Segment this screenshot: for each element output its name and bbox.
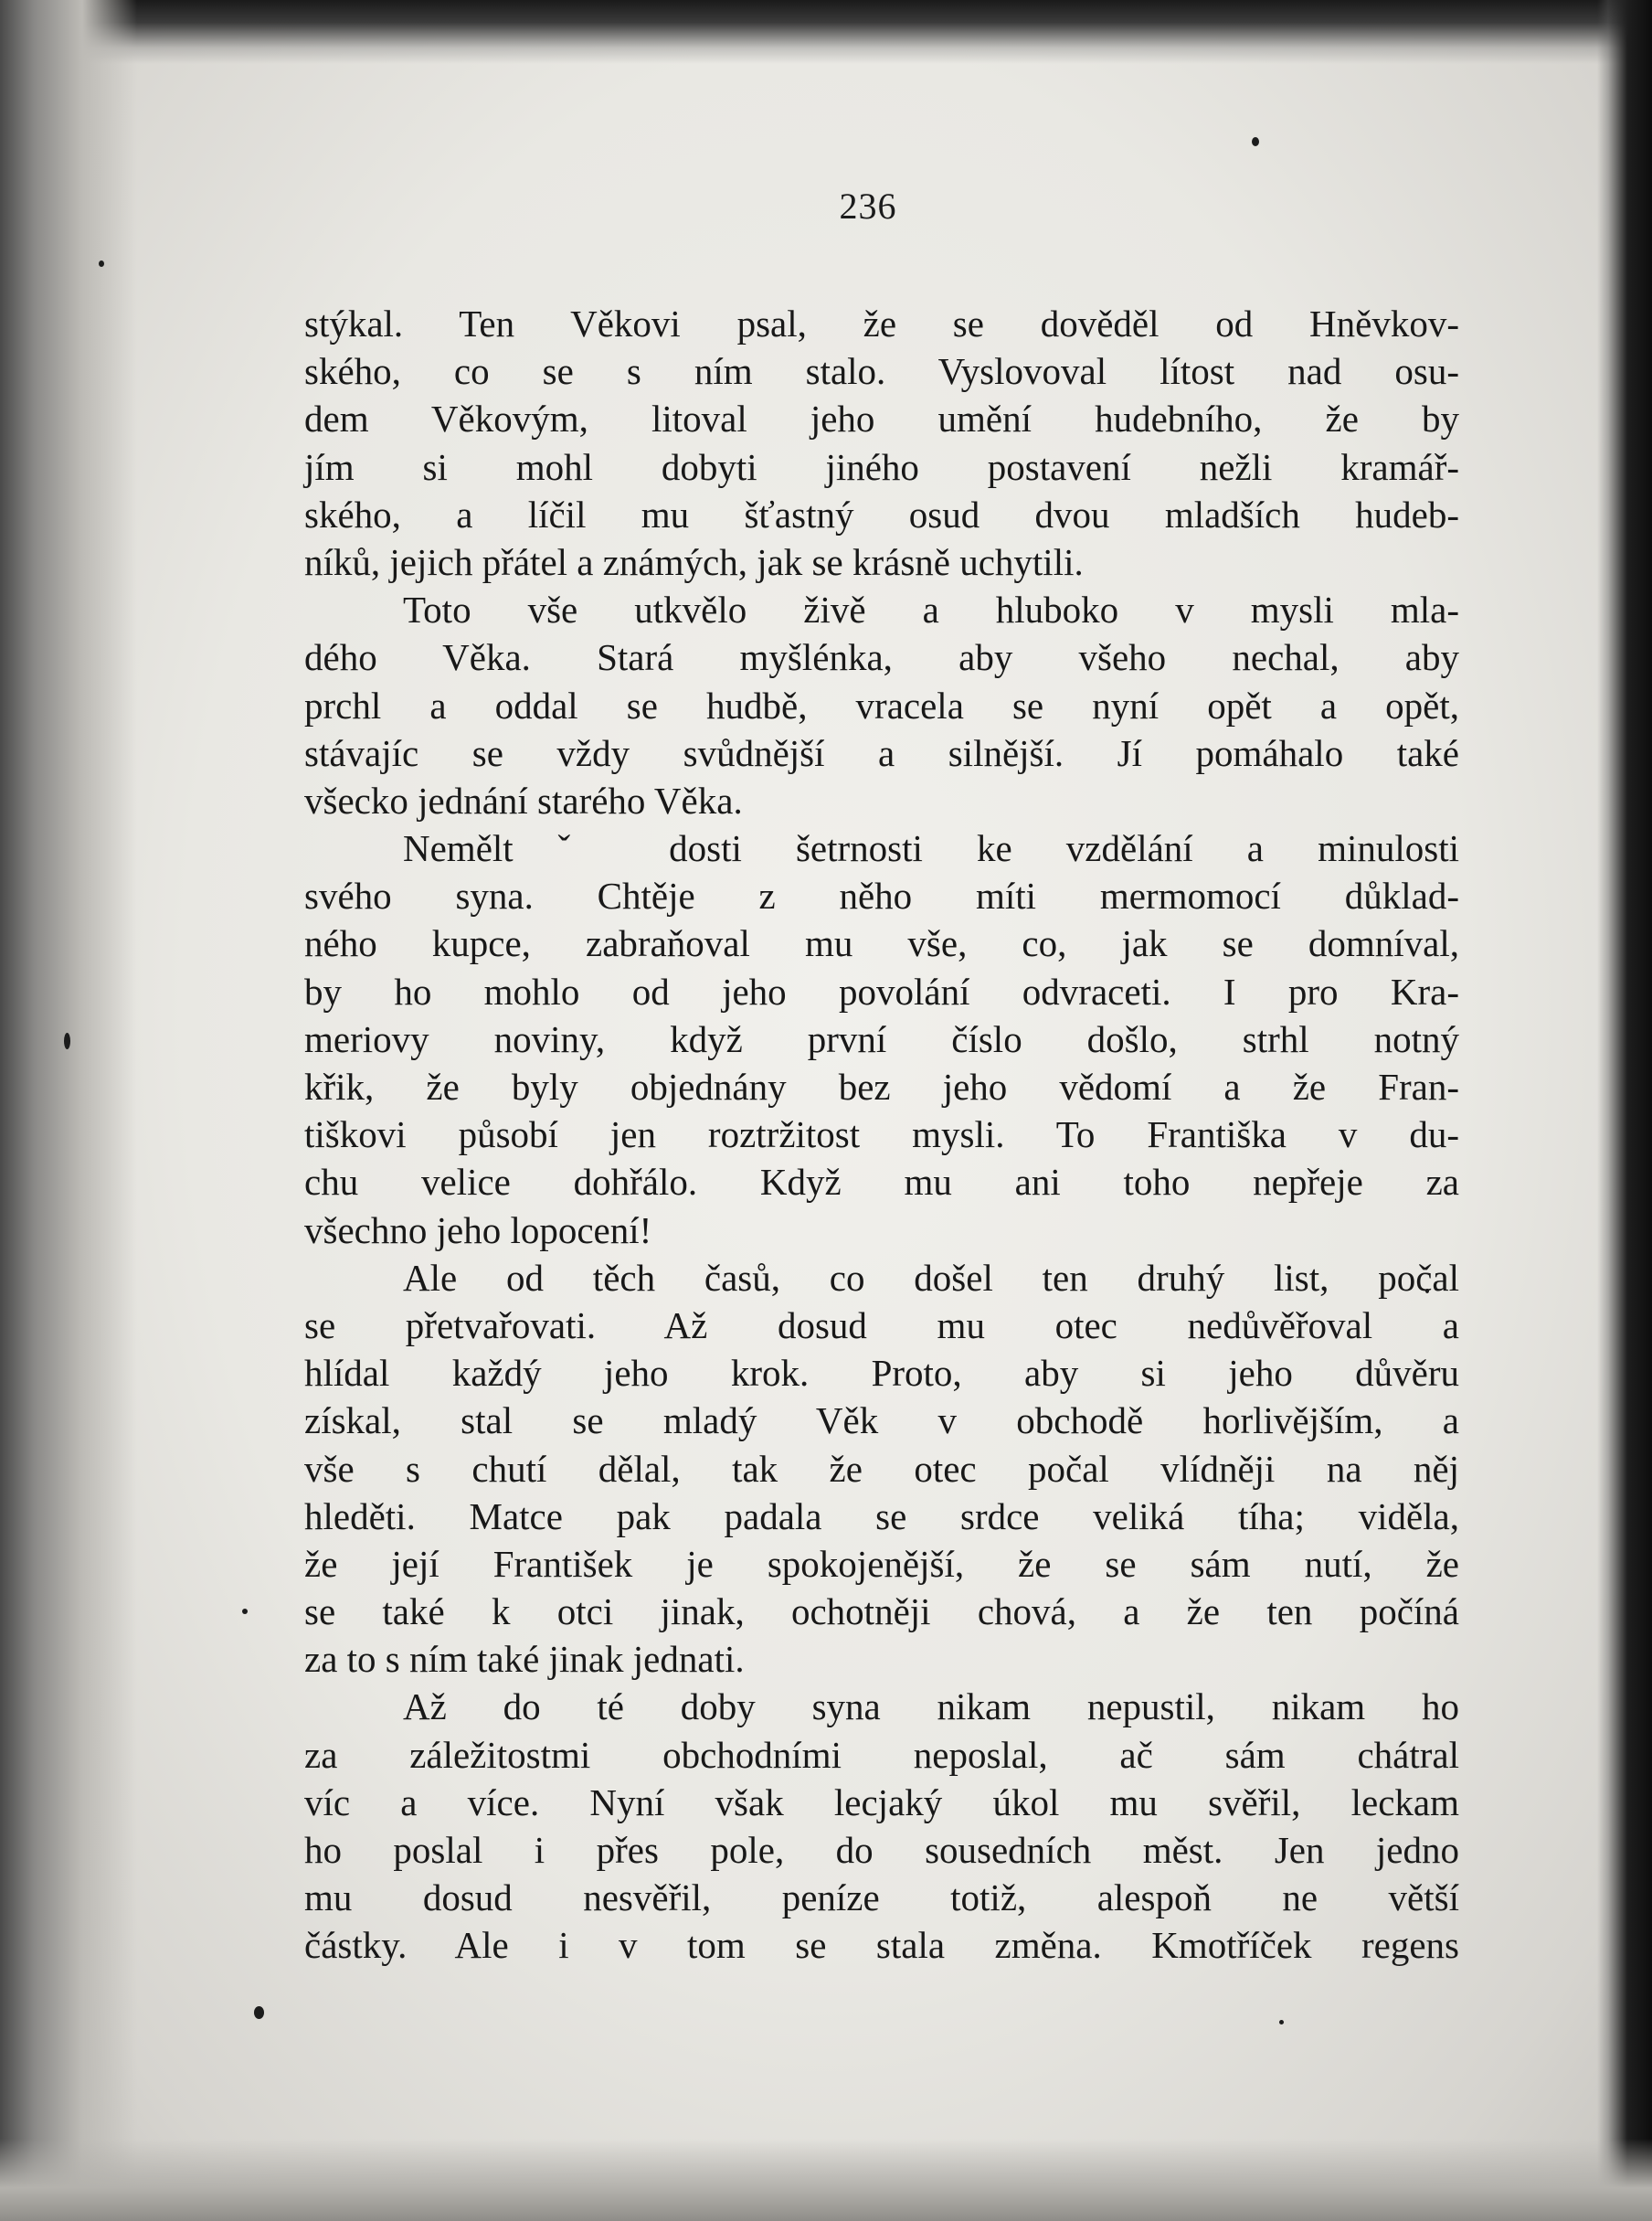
scan-shadow-top [0,0,1652,64]
text-line: ského, co se s ním stalo. Vyslovoval lítost nad osu- [304,350,1459,393]
text-line: hleděti. Matce pak padala se srdce veliká tíha; viděla, [304,1494,1459,1537]
text-line: za záležitostmi obchodními neposlal, ač sám chátral [304,1733,1459,1776]
text-line: získal, stal se mladý Věk v obchodě horlivějším, a [304,1399,1459,1442]
text-line: ného kupce, zabraňoval mu vše, co, jak se domníval, [304,922,1459,965]
text-line: by ho mohlo od jeho povolání odvraceti. I pro Kra- [304,970,1459,1013]
dust-speck [99,260,104,267]
text-line: všecko jednání starého Věka. [304,779,743,822]
text-line: vše s chutí dělal, tak že otec počal vlídněji na něj [304,1447,1459,1490]
text-line: chu velice dohřálo. Když mu ani toho nepřeje za [304,1161,1459,1204]
text-line: částky. Ale i v tom se stala změna. Kmotříček regens [304,1924,1459,1967]
text-line: ho poslal i přes pole, do sousedních měst. Jen jedno [304,1829,1459,1871]
text-line: že její František je spokojenější, že se sám nutí, že [304,1542,1459,1585]
dust-speck [254,2006,264,2019]
dust-speck [64,1033,70,1049]
text-line: Ale od těch časů, co došel ten druhý list, počal [403,1256,1459,1299]
text-line: všechno jeho lopocení! [304,1208,652,1251]
text-line: dem Věkovým, litoval jeho umění hudebního, že by [304,398,1459,441]
text-line: ského, a líčil mu šťastný osud dvou mladších hudeb- [304,493,1459,536]
text-line: za to s ním také jinak jednati. [304,1638,745,1681]
text-line: níků, jejich přátel a známých, jak se krásně uchytili. [304,540,1084,583]
text-line: jím si mohl dobyti jiného postavení nežli kramář- [304,445,1459,488]
scan-shadow-right [1597,0,1652,2221]
text-line: Neměltˇ dosti šetrnosti ke vzdělání a minulosti [403,827,1459,870]
text-line: stávajíc se vždy svůdnější a silnější. Jí pomáhalo také [304,731,1459,774]
scan-shadow-bottom [0,2139,1652,2221]
text-line: Až do té doby syna nikam nepustil, nikam ho [403,1685,1459,1728]
text-line: prchl a oddal se hudbě, vracela se nyní opět a opět, [304,684,1459,727]
text-line: Toto vše utkvělo živě a hluboko v mysli mla- [403,589,1459,632]
dust-speck [242,1609,248,1614]
dust-speck [1252,137,1259,146]
text-line: se také k otci jinak, ochotněji chová, a že ten počíná [304,1590,1459,1633]
text-line: křik, že byly objednány bez jeho vědomí a že Fran- [304,1066,1459,1108]
page-number: 236 [839,186,897,227]
text-line: hlídal každý jeho krok. Proto, aby si jeho důvěru [304,1352,1459,1395]
text-line: meriovy noviny, když první číslo došlo, strhl notný [304,1017,1459,1060]
scan-shadow-left [0,0,137,2221]
body-text [304,300,1459,1970]
text-line: dého Věka. Stará myšlénka, aby všeho nechal, aby [304,636,1459,679]
text-line: tiškovi působí jen roztržitost mysli. To Františka v du- [304,1113,1459,1156]
text-line: se přetvařovati. Až dosud mu otec nedůvěřoval a [304,1303,1459,1346]
text-line: mu dosud nesvěřil, peníze totiž, alespoň ne větší [304,1876,1459,1919]
text-line: víc a více. Nyní však lecjaký úkol mu svěřil, leckam [304,1780,1459,1823]
text-line: stýkal. Ten Věkovi psal, že se dověděl od Hněvkov- [304,303,1459,345]
text-line: svého syna. Chtěje z něho míti mermomocí důklad- [304,875,1459,918]
dust-speck [1279,2020,1284,2024]
